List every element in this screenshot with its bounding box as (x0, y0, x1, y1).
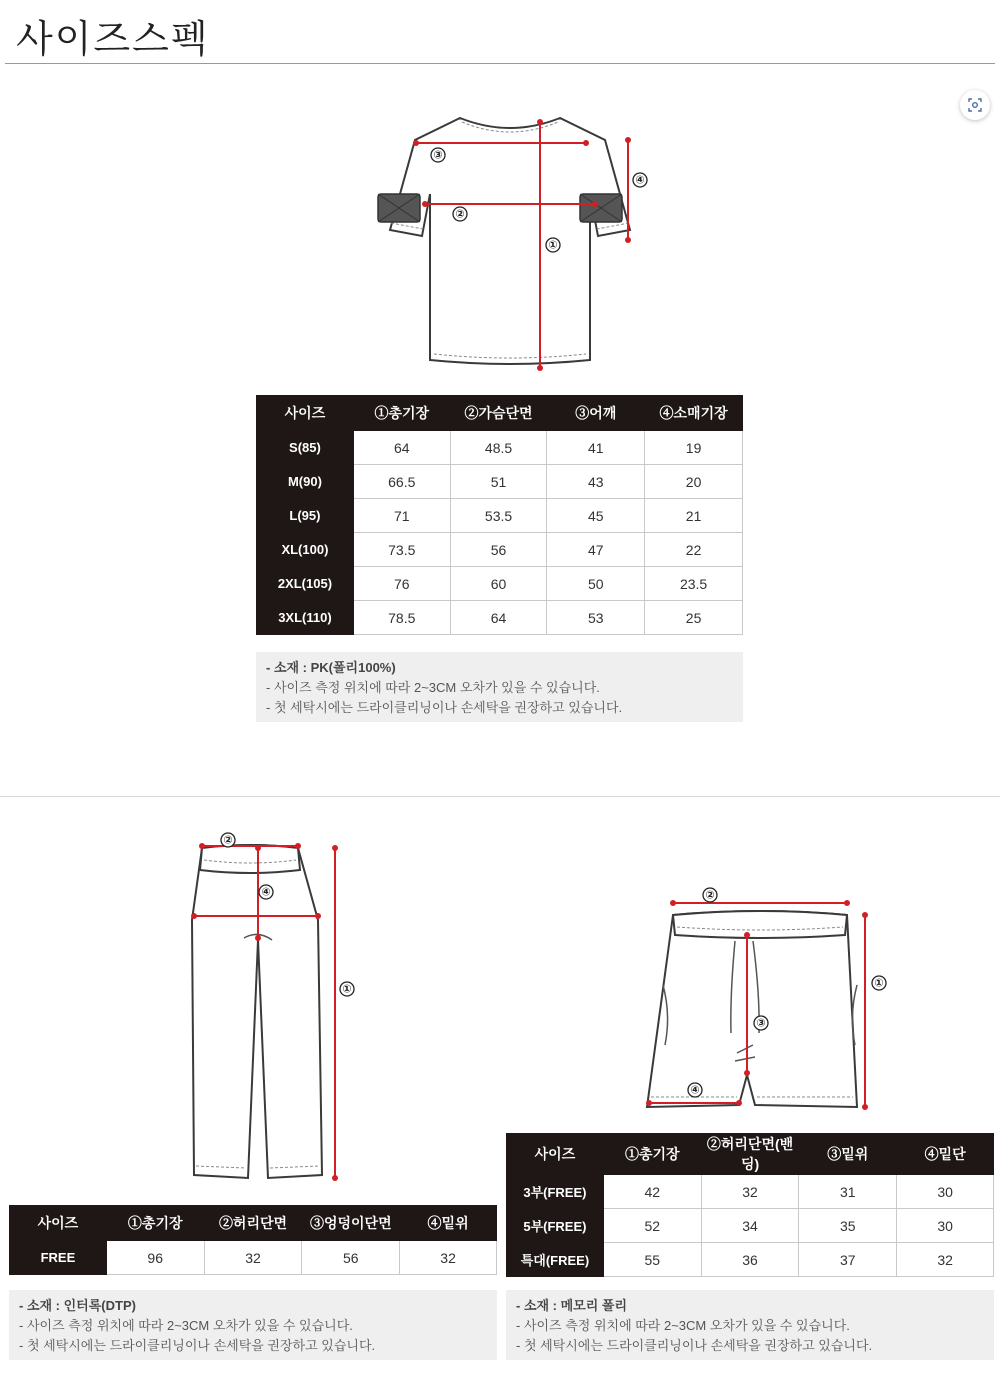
header-cell: ①총기장 (353, 396, 450, 431)
table-row (257, 533, 743, 567)
size-cell: M(90) (257, 465, 354, 499)
value-cell: 55 (603, 1243, 701, 1277)
header-cell: ③엉덩이단면 (302, 1206, 400, 1241)
value-cell: 21 (645, 499, 743, 533)
value-cell: 53.5 (450, 499, 547, 533)
header-cell: ③밑위 (799, 1134, 897, 1175)
size-cell: XL(100) (257, 533, 354, 567)
size-cell: 2XL(105) (257, 567, 354, 601)
visual-search-button[interactable] (960, 90, 990, 120)
shorts-size-table (506, 1133, 994, 1277)
value-cell: 25 (645, 601, 743, 635)
header-cell: ②허리단면 (204, 1206, 302, 1241)
value-cell: 71 (353, 499, 450, 533)
material-note: - 소재 : 인터록(DTP) (19, 1298, 136, 1313)
note-line: - 사이즈 측정 위치에 따라 2~3CM 오차가 있을 수 있습니다. (266, 680, 600, 695)
note-line: - 사이즈 측정 위치에 따라 2~3CM 오차가 있을 수 있습니다. (516, 1318, 850, 1333)
value-cell: 43 (547, 465, 645, 499)
value-cell: 32 (701, 1175, 799, 1209)
value-cell: 36 (701, 1243, 799, 1277)
value-cell: 30 (897, 1209, 994, 1243)
value-cell: 34 (701, 1209, 799, 1243)
measure-marker-2 (703, 888, 717, 902)
measure-marker-2 (453, 207, 467, 221)
measure-marker-3 (431, 148, 445, 162)
header-cell: ③어깨 (547, 396, 645, 431)
header-cell: 사이즈 (10, 1206, 107, 1241)
value-cell: 47 (547, 533, 645, 567)
size-cell: 3부(FREE) (507, 1175, 604, 1209)
value-cell: 96 (106, 1241, 204, 1275)
shorts-illustration (635, 885, 895, 1115)
header-cell: ①총기장 (106, 1206, 204, 1241)
visual-search-icon (968, 98, 982, 112)
tshirt-notes (256, 652, 743, 722)
svg-text:③: ③ (756, 1016, 766, 1030)
value-cell: 76 (353, 567, 450, 601)
value-cell: 56 (302, 1241, 400, 1275)
svg-text:②: ② (705, 888, 715, 902)
value-cell: 73.5 (353, 533, 450, 567)
measure-marker-1 (872, 976, 886, 990)
material-note: - 소재 : 메모리 폴리 (516, 1298, 628, 1313)
tshirt-size-table (256, 395, 743, 635)
table-row (10, 1241, 497, 1275)
value-cell: 53 (547, 601, 645, 635)
value-cell: 78.5 (353, 601, 450, 635)
table-row (257, 431, 743, 465)
value-cell: 22 (645, 533, 743, 567)
size-cell: S(85) (257, 431, 354, 465)
pants-size-table (9, 1205, 497, 1275)
table-row (507, 1243, 994, 1277)
table-row (257, 465, 743, 499)
value-cell: 35 (799, 1209, 897, 1243)
tshirt-illustration (360, 110, 660, 375)
size-cell: 5부(FREE) (507, 1209, 604, 1243)
pants-illustration (180, 830, 370, 1190)
table-row (257, 567, 743, 601)
measure-marker-3 (754, 1016, 768, 1030)
value-cell: 45 (547, 499, 645, 533)
value-cell: 60 (450, 567, 547, 601)
note-line: - 사이즈 측정 위치에 따라 2~3CM 오차가 있을 수 있습니다. (19, 1318, 353, 1333)
value-cell: 41 (547, 431, 645, 465)
table-row (257, 601, 743, 635)
measure-marker-4 (259, 885, 273, 899)
material-note: - 소재 : PK(폴리100%) (266, 660, 396, 675)
size-cell: 3XL(110) (257, 601, 354, 635)
shorts-notes (506, 1290, 994, 1360)
table-header-row (257, 396, 743, 431)
value-cell: 51 (450, 465, 547, 499)
measure-marker-4 (633, 173, 647, 187)
svg-text:③: ③ (433, 148, 443, 162)
svg-text:①: ① (874, 976, 884, 990)
pants-notes (9, 1290, 497, 1360)
header-cell: ②가슴단면 (450, 396, 547, 431)
svg-text:④: ④ (261, 885, 271, 899)
svg-text:①: ① (342, 982, 352, 996)
value-cell: 50 (547, 567, 645, 601)
header-cell: 사이즈 (507, 1134, 604, 1175)
header-cell: ④밑위 (400, 1206, 497, 1241)
svg-text:④: ④ (690, 1083, 700, 1097)
value-cell: 42 (603, 1175, 701, 1209)
value-cell: 32 (400, 1241, 497, 1275)
value-cell: 64 (450, 601, 547, 635)
value-cell: 30 (897, 1175, 994, 1209)
value-cell: 23.5 (645, 567, 743, 601)
header-cell: ④밑단 (897, 1134, 994, 1175)
header-cell: ②허리단면(밴딩) (701, 1134, 799, 1175)
svg-text:④: ④ (635, 173, 645, 187)
note-line: - 첫 세탁시에는 드라이클리닝이나 손세탁을 권장하고 있습니다. (266, 700, 623, 715)
value-cell: 64 (353, 431, 450, 465)
measure-marker-4 (688, 1083, 702, 1097)
value-cell: 66.5 (353, 465, 450, 499)
table-row (257, 499, 743, 533)
value-cell: 19 (645, 431, 743, 465)
title-divider (5, 63, 995, 64)
page-title: 사이즈스펙 (16, 17, 210, 61)
header-cell: ④소매기장 (645, 396, 743, 431)
value-cell: 37 (799, 1243, 897, 1277)
measure-marker-2 (221, 833, 235, 847)
header-cell: 사이즈 (257, 396, 354, 431)
table-row (507, 1175, 994, 1209)
value-cell: 52 (603, 1209, 701, 1243)
value-cell: 32 (204, 1241, 302, 1275)
value-cell: 32 (897, 1243, 994, 1277)
size-cell: L(95) (257, 499, 354, 533)
size-cell: 특대(FREE) (507, 1243, 604, 1277)
header-cell: ①총기장 (603, 1134, 701, 1175)
table-header-row (10, 1206, 497, 1241)
section-divider (0, 796, 1000, 797)
size-cell: FREE (10, 1241, 107, 1275)
note-line: - 첫 세탁시에는 드라이클리닝이나 손세탁을 권장하고 있습니다. (516, 1338, 873, 1353)
measure-marker-1 (340, 982, 354, 996)
note-line: - 첫 세탁시에는 드라이클리닝이나 손세탁을 권장하고 있습니다. (19, 1338, 376, 1353)
table-row (507, 1209, 994, 1243)
value-cell: 56 (450, 533, 547, 567)
svg-text:①: ① (548, 238, 558, 252)
value-cell: 20 (645, 465, 743, 499)
measure-marker-1 (546, 238, 560, 252)
value-cell: 31 (799, 1175, 897, 1209)
svg-text:②: ② (223, 833, 233, 847)
table-header-row (507, 1134, 994, 1175)
svg-text:②: ② (455, 207, 465, 221)
value-cell: 48.5 (450, 431, 547, 465)
